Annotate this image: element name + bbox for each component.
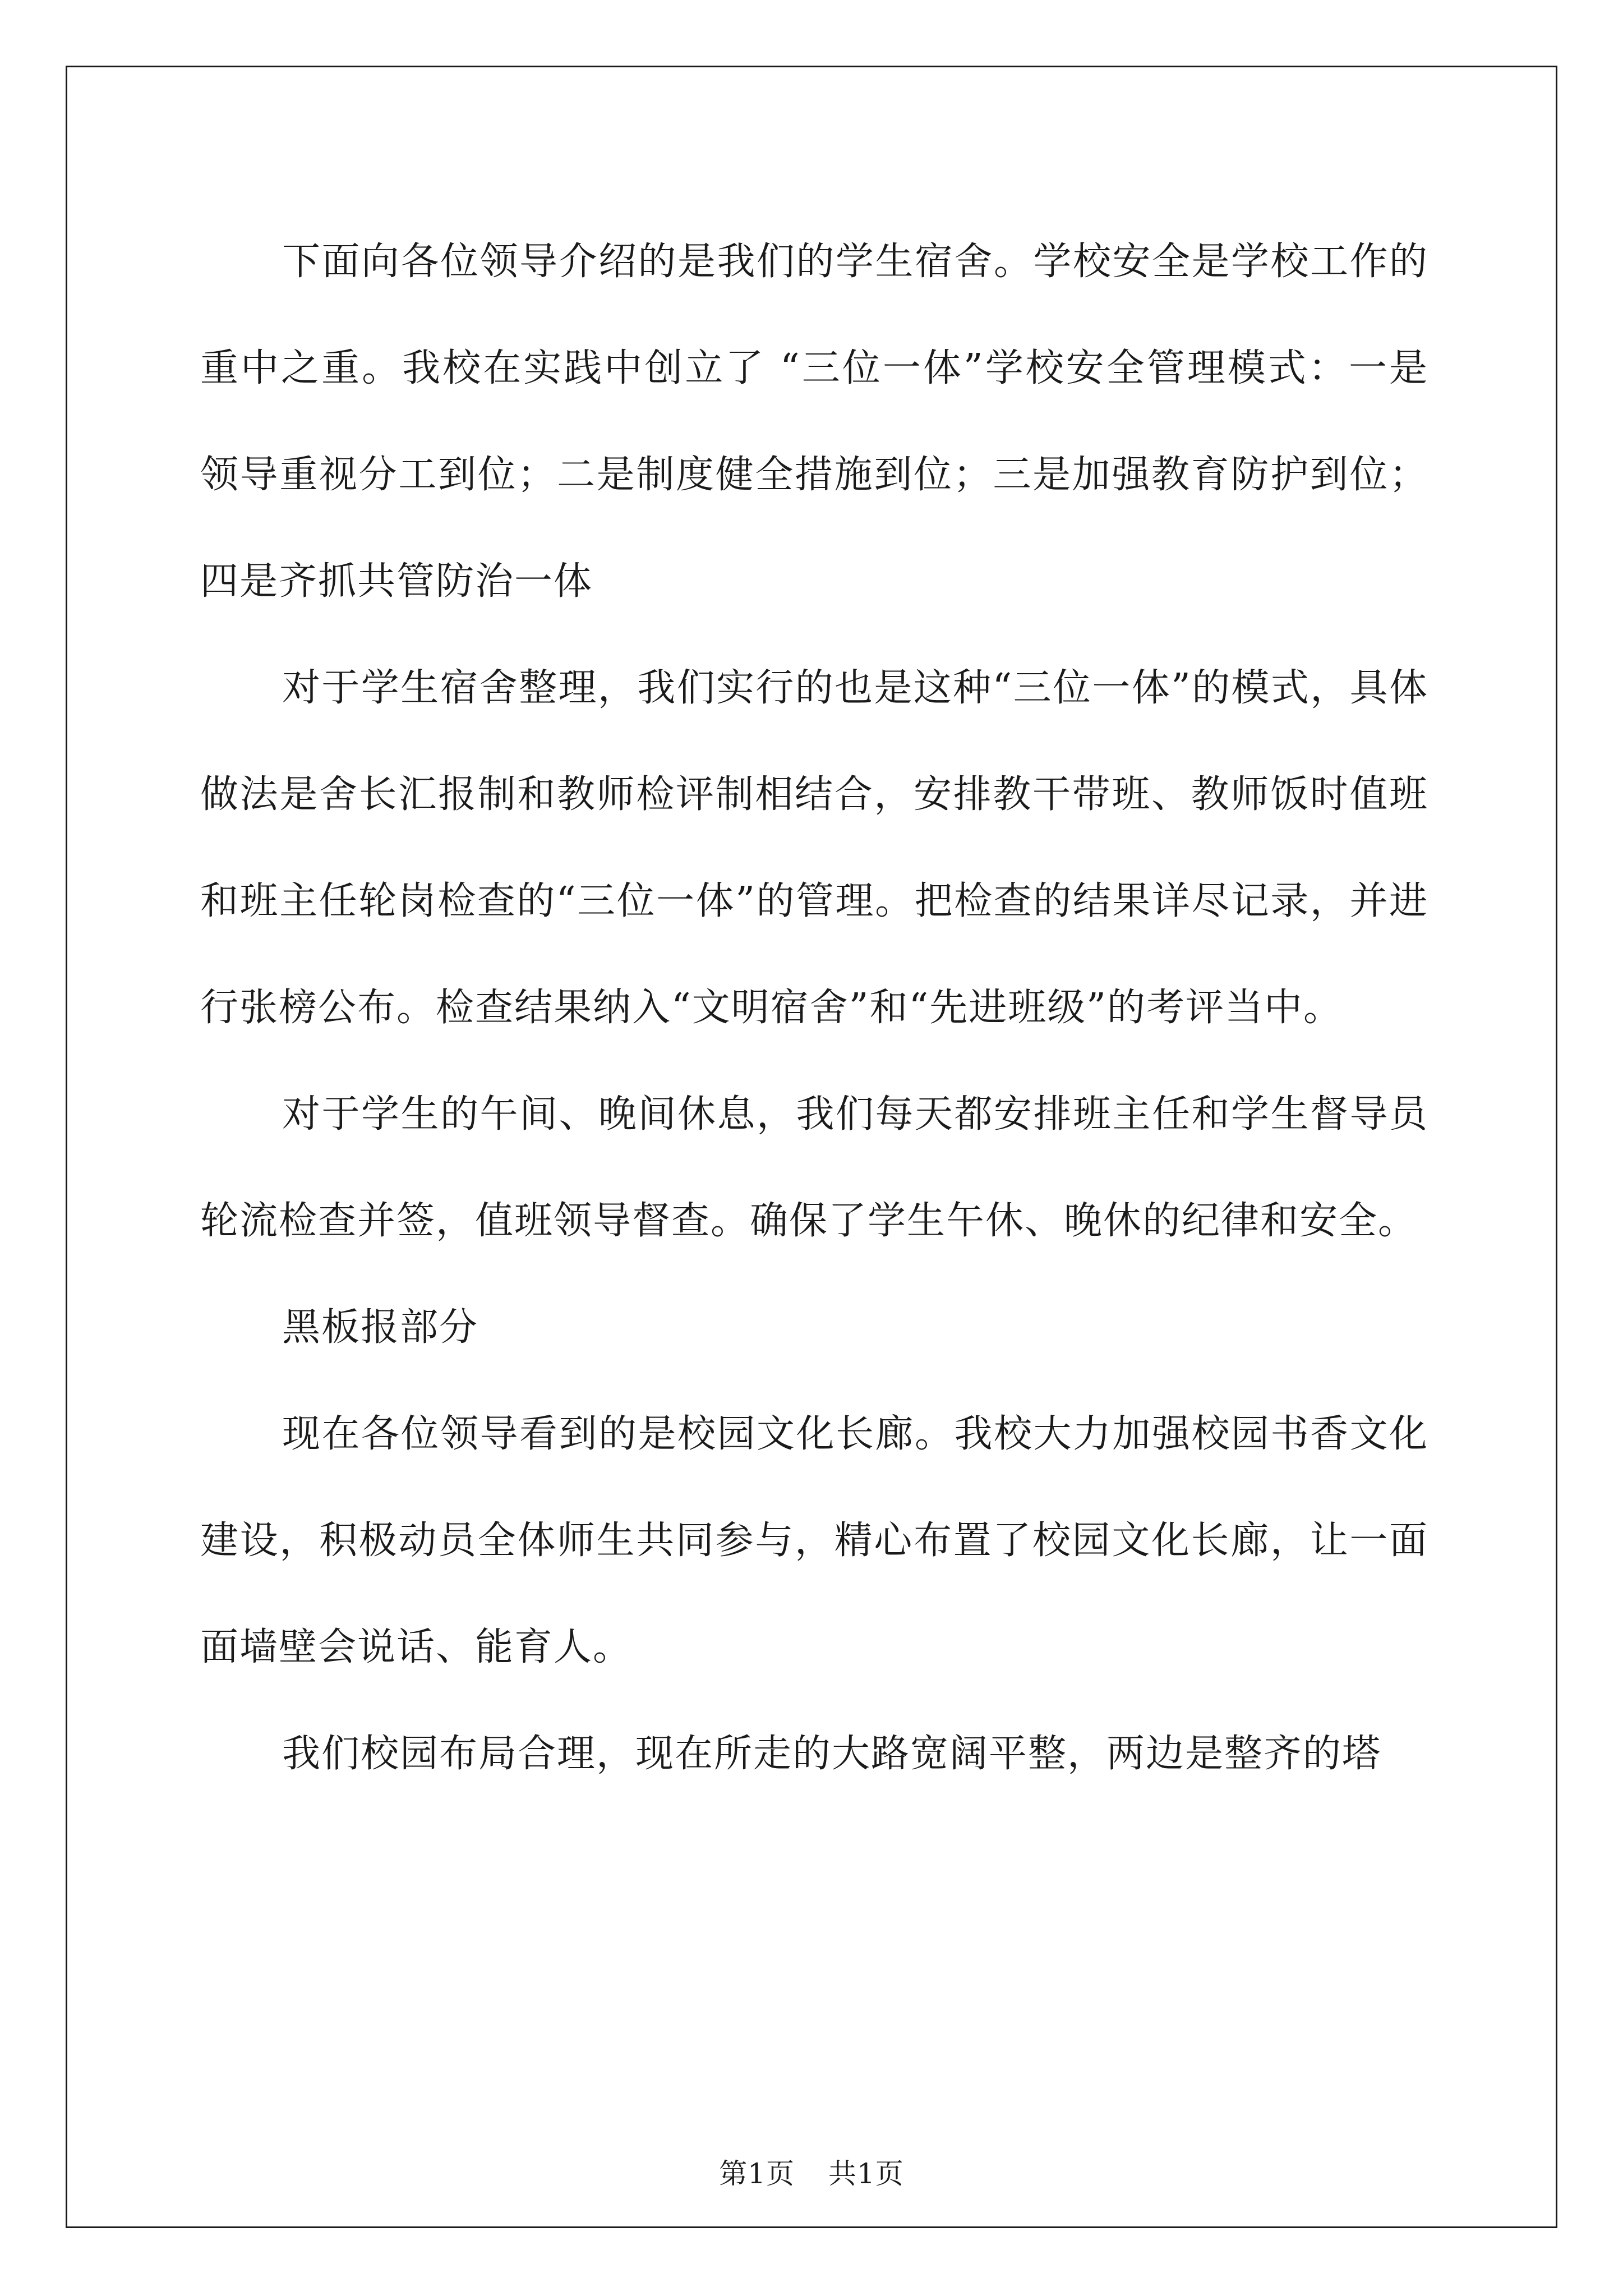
paragraph-campus-layout: 我们校园布局合理，现在所走的大路宽阔平整，两边是整齐的塔 [282,1732,1382,1776]
section-heading-blackboard: 黑板报部分 [282,1305,479,1350]
paragraph-culture-corridor: 现在各位领导看到的是校园文化长廊。我校大力加强校园书香文化建设，积极动员全体师生共同参与，精心布置了校园文化长廊，让一面面墙壁会说话、能育人。 [200,1412,1428,1669]
document-body [200,209,1428,1807]
page-footer [0,2151,1623,2192]
paragraph-dormitory-management: 对于学生宿舍整理，我们实行的也是这种“三位一体”的模式，具体做法是舍长汇报制和教师检评制相结合，安排教干带班、教师饭时值班和班主任轮岗检查的“三位一体”的管理。把检查的结果详尽记录，并进行张榜公布。检查结果纳入“文明宿舍”和“先进班级”的考评当中。 [200,666,1428,1030]
page-number: 第1页 [719,2157,795,2190]
page-total: 共1页 [828,2157,904,2190]
paragraph-dormitory-intro: 下面向各位领导介绍的是我们的学生宿舍。学校安全是学校工作的重中之重。我校在实践中创立了 “三位一体”学校安全管理模式：一是领导重视分工到位；二是制度健全措施到位；三是加强教育防护到位；四是齐抓共管防治一体 [200,240,1428,604]
paragraph-rest-inspection: 对于学生的午间、晚间休息，我们每天都安排班主任和学生督导员轮流检查并签，值班领导督查。确保了学生午休、晚休的纪律和安全。 [200,1092,1428,1243]
